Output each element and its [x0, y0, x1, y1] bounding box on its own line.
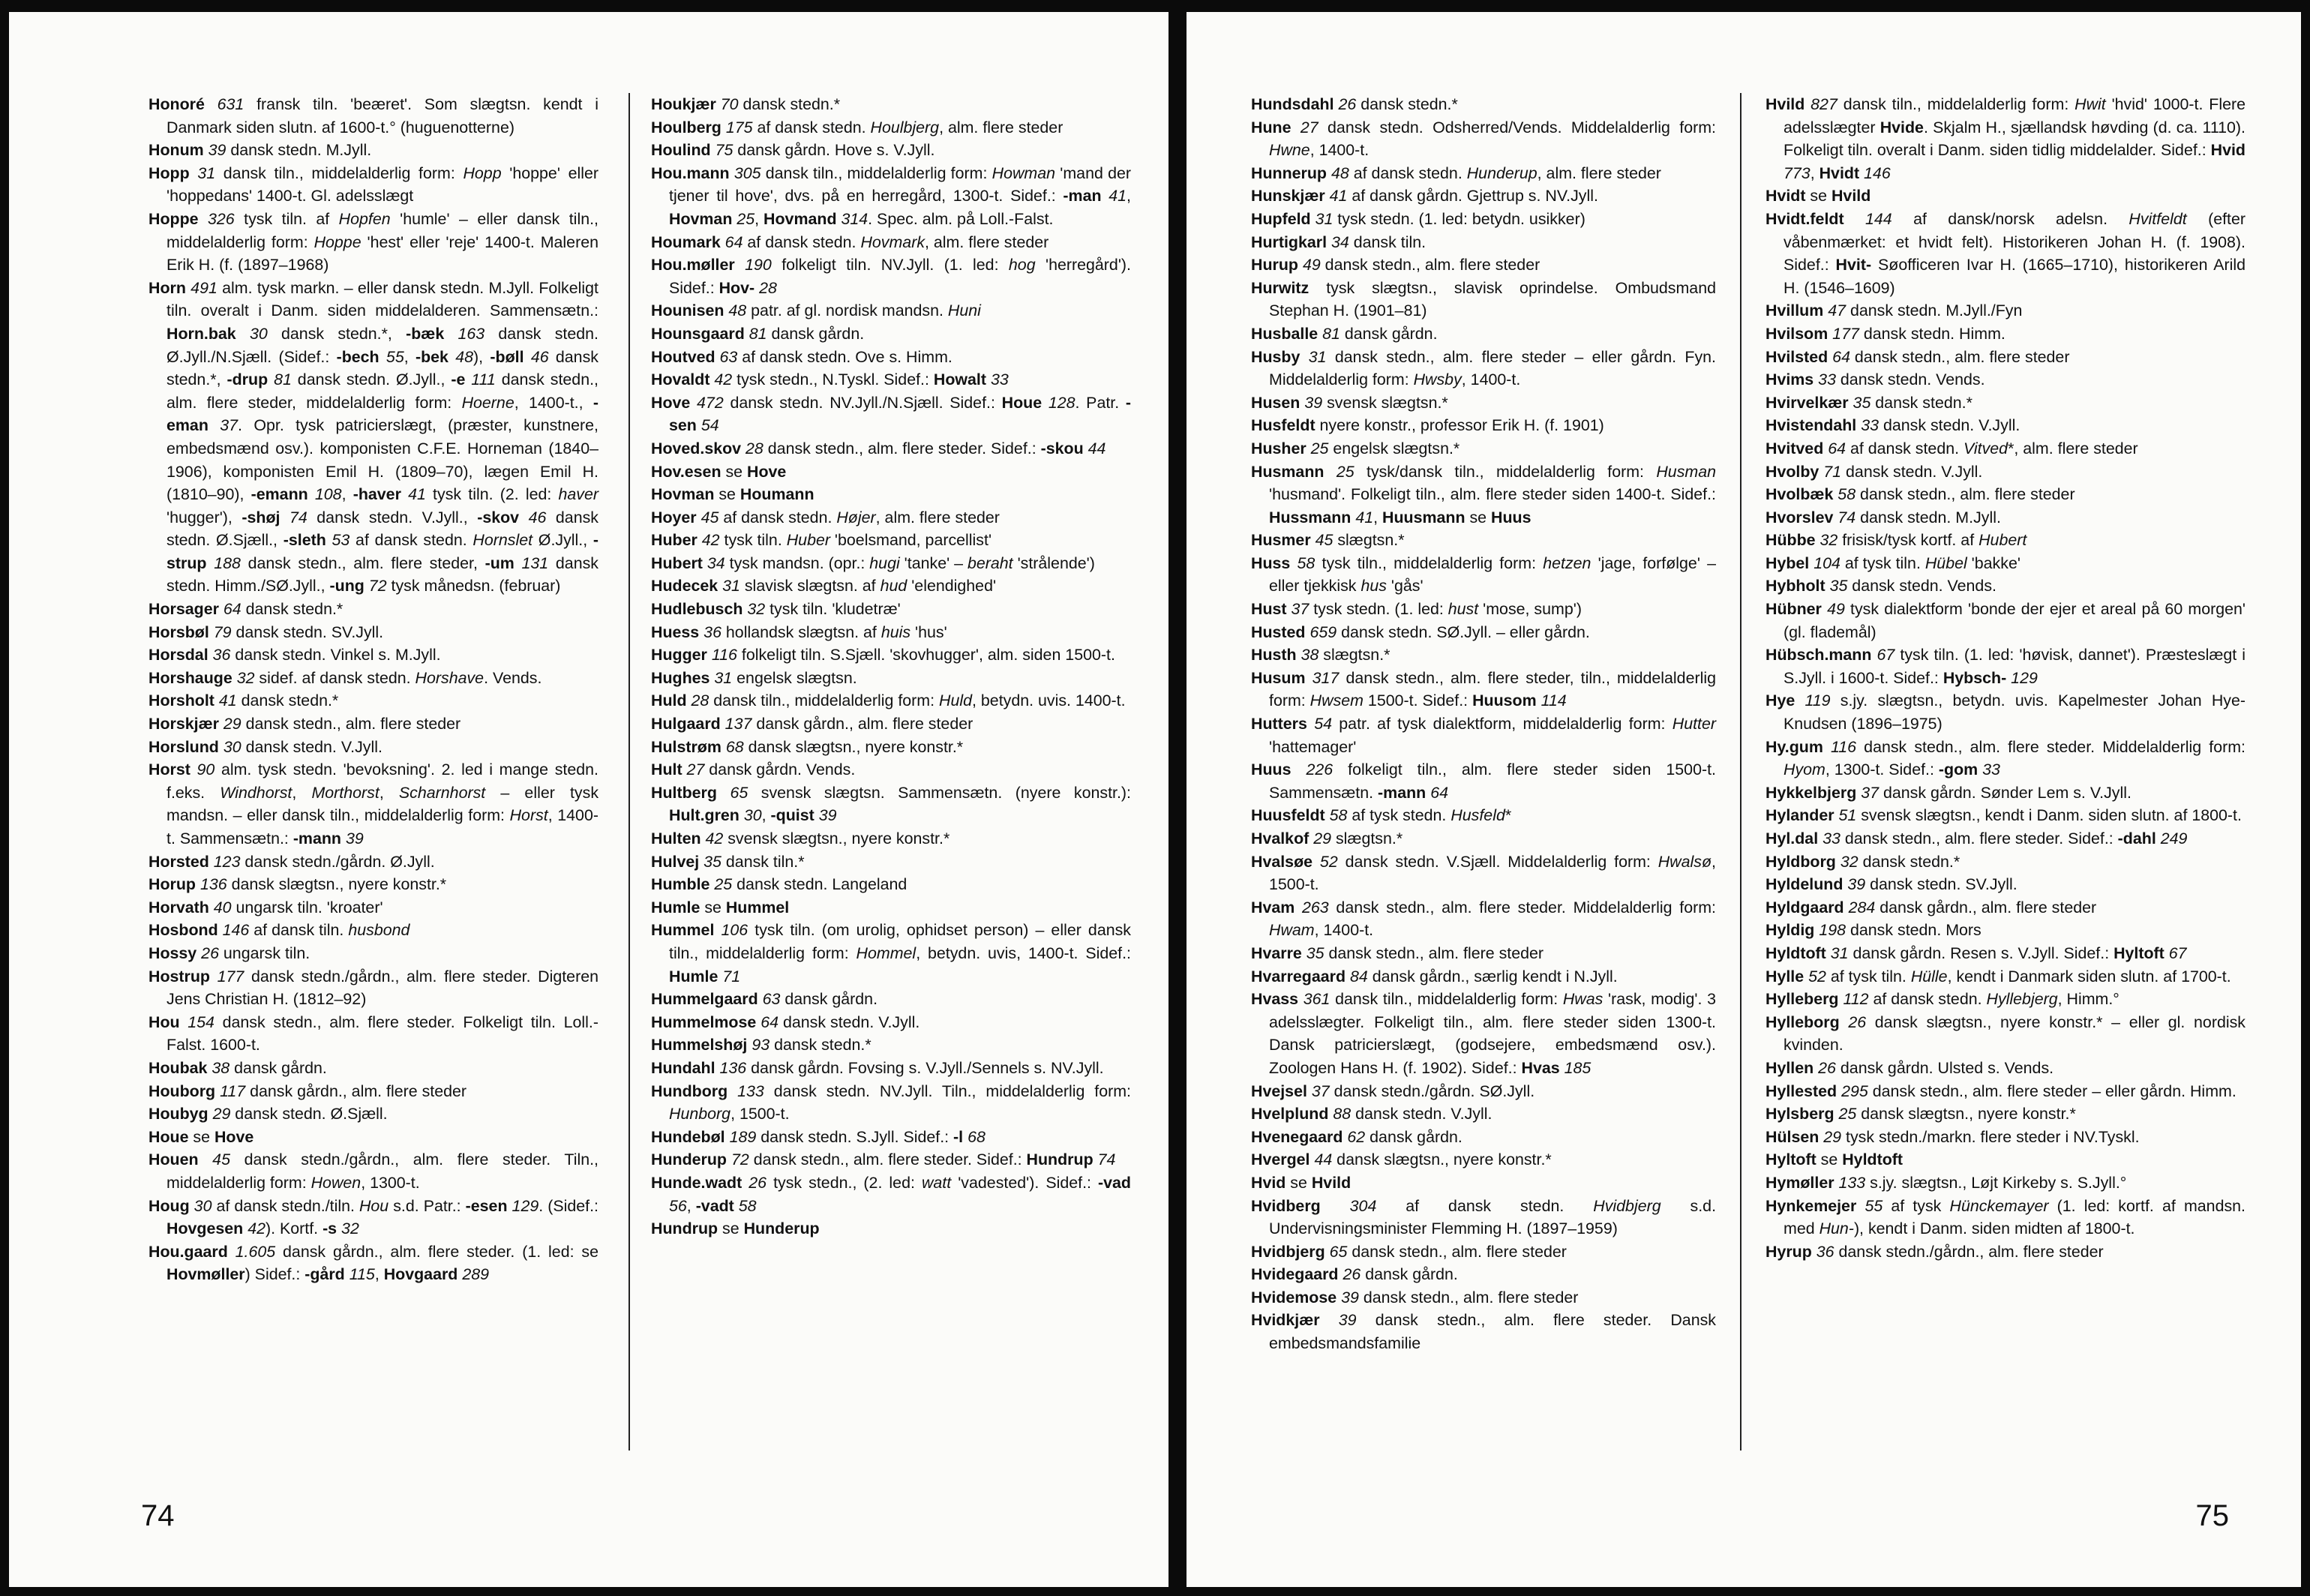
- dictionary-entry: Hvorslev 74 dansk stedn. M.Jyll.: [1766, 508, 2001, 526]
- dictionary-entry: Hostrup 177 dansk stedn./gårdn., alm. flere steder. Digteren Jens Christian H. (1812–92): [148, 967, 598, 1009]
- dictionary-entry: Hvitved 64 af dansk stedn. Vitved*, alm. flere steder: [1766, 439, 2138, 458]
- dictionary-entry: Hylsberg 25 dansk slægtsn., nyere konstr.*: [1766, 1105, 2076, 1124]
- dictionary-entry: Horskjær 29 dansk stedn., alm. flere steder: [148, 715, 461, 734]
- dictionary-entry: Horsholt 41 dansk stedn.*: [148, 692, 339, 710]
- dictionary-entry: Hübbe 32 frisisk/tysk kortf. af Hubert: [1766, 531, 2027, 550]
- left-page-column-2: [651, 93, 1131, 1240]
- dictionary-entry: Hynkemejer 55 af tysk Hünckemayer (1. led: kortf. af mandsn. med Hun-), kendt i Danm. siden midten af 1800-t.: [1766, 1196, 2246, 1238]
- dictionary-entry: Houe se Hove: [148, 1127, 254, 1146]
- dictionary-entry: Hulgaard 137 dansk gårdn., alm. flere steder: [651, 715, 974, 734]
- dictionary-entry: Horshauge 32 sidef. af dansk stedn. Horshave. Vends.: [148, 668, 542, 687]
- dictionary-entry: Hvalkof 29 slægtsn.*: [1251, 830, 1403, 848]
- dictionary-entry: Hvidt se Hvild: [1766, 187, 1871, 206]
- dictionary-entry: Huus 226 folkeligt tiln., alm. flere steder siden 1500-t. Sammensætn. -mann 64: [1251, 760, 1716, 802]
- dictionary-entry: Hust 37 tysk stedn. (1. led: hust 'mose, sump'): [1251, 600, 1582, 619]
- dictionary-entry: Hylander 51 svensk slægtsn., kendt i Danm. siden slutn. af 1800-t.: [1766, 806, 2242, 825]
- dictionary-entry: Hulten 42 svensk slægtsn., nyere konstr.*: [651, 830, 950, 848]
- dictionary-entry: Hughes 31 engelsk slægtsn.: [651, 668, 857, 687]
- dictionary-entry: Husth 38 slægtsn.*: [1251, 646, 1390, 664]
- dictionary-entry: Huss 58 tysk tiln., middelalderlig form: hetzen 'jage, forfølge' – eller tjekkisk hus 'gås': [1251, 554, 1717, 596]
- dictionary-entry: Huld 28 dansk tiln., middelalderlig form: Huld, betydn. uvis. 1400-t.: [651, 692, 1126, 710]
- dictionary-entry: Hübner 49 tysk dialektform 'bonde der ejer et areal på 60 morgen' (gl. flademål): [1766, 600, 2246, 641]
- dictionary-entry: Hvilsted 64 dansk stedn., alm. flere steder: [1766, 347, 2070, 366]
- dictionary-entry: Houborg 117 dansk gårdn., alm. flere steder: [148, 1082, 467, 1100]
- dictionary-entry: Hundsdahl 26 dansk stedn.*: [1251, 95, 1458, 113]
- dictionary-entry: Houbyg 29 dansk stedn. Ø.Sjæll.: [148, 1105, 388, 1124]
- dictionary-entry: Hummel 106 tysk tiln. (om urolig, ophidset person) – eller dansk tiln., middelalderlig form: Hommel, betydn. uvis, 1400-t. Sidef.: Humle 71: [651, 921, 1131, 986]
- dictionary-entry: Husen 39 svensk slægtsn.*: [1251, 393, 1448, 412]
- dictionary-entry: Huber 42 tysk tiln. Huber 'boelsmand, parcellist': [651, 531, 992, 550]
- dictionary-entry: Hult 27 dansk gårdn. Vends.: [651, 760, 856, 779]
- dictionary-entry: Hvims 33 dansk stedn. Vends.: [1766, 370, 1985, 389]
- dictionary-entry: Hvolby 71 dansk stedn. V.Jyll.: [1766, 462, 1983, 481]
- dictionary-entry: Hyllen 26 dansk gårdn. Ulsted s. Vends.: [1766, 1058, 2054, 1077]
- dictionary-entry: Hoppe 326 tysk tiln. af Hopfen 'humle' – eller dansk tiln., middelalderlig form: Hoppe 'hest' eller 'reje' 1400-t. Maleren Erik H. (f. (1897–1968): [148, 209, 598, 274]
- dictionary-entry: Hylleborg 26 dansk slægtsn., nyere konstr.* – eller gl. nordisk kvinden.: [1766, 1012, 2246, 1054]
- dictionary-entry: Hov.esen se Hove: [651, 462, 787, 481]
- dictionary-entry: Humle se Hummel: [651, 898, 790, 916]
- dictionary-entry: Huusfeldt 58 af tysk stedn. Husfeld*: [1251, 806, 1512, 825]
- dictionary-entry: Hvidegaard 26 dansk gårdn.: [1251, 1265, 1458, 1284]
- dictionary-entry: Hupfeld 31 tysk stedn. (1. led: betydn. usikker): [1251, 209, 1586, 228]
- dictionary-entry: Houen 45 dansk stedn./gårdn., alm. flere steder. Tiln., middelalderlig form: Howen, 1300-t.: [148, 1150, 598, 1192]
- dictionary-entry: Hyldig 198 dansk stedn. Mors: [1766, 921, 1982, 940]
- dictionary-entry: Hudecek 31 slavisk slægtsn. af hud 'elendighed': [651, 577, 997, 596]
- dictionary-entry: Hvidemose 39 dansk stedn., alm. flere steder: [1251, 1288, 1579, 1306]
- dictionary-entry: Hvass 361 dansk tiln., middelalderlig form: Hwas 'rask, modig'. 3 adelsslægter. Folkeligt tiln., alm. flere steder siden 1300-t. Dansk patricierslægt, (godsejere, embedsmænd osv.). Zoologen Hans H. (f. 1902). Sidef.: Hvas 185: [1251, 990, 1716, 1077]
- dictionary-entry: Hübsch.mann 67 tysk tiln. (1. led: 'høvisk, dannet'). Præsteslægt i S.Jyll. i 1600-t. Sidef.: Hybsch- 129: [1766, 646, 2246, 687]
- dictionary-entry: Horsdal 36 dansk stedn. Vinkel s. M.Jyll.: [148, 646, 441, 664]
- dictionary-entry: Hyldelund 39 dansk stedn. SV.Jyll.: [1766, 875, 2018, 894]
- dictionary-entry: Hovman se Houmann: [651, 485, 814, 504]
- dictionary-entry: Hvidt.feldt 144 af dansk/norsk adelsn. Hvitfeldt (efter våbenmærket: et hvidt felt). Historikeren Johan H. (f. 1908). Sidef.: Hvit- Søofficeren Ivar H. (1665–1710), historikeren Arild H. (1546–1609): [1766, 209, 2246, 297]
- dictionary-entry: Husher 25 engelsk slægtsn.*: [1251, 439, 1460, 458]
- dictionary-entry: Horup 136 dansk slægtsn., nyere konstr.*: [148, 875, 447, 894]
- dictionary-entry: Horsted 123 dansk stedn./gårdn. Ø.Jyll.: [148, 852, 435, 871]
- dictionary-entry: Hounisen 48 patr. af gl. nordisk mandsn. Huni: [651, 302, 981, 320]
- right-page: [1186, 12, 2301, 1587]
- dictionary-entry: Hopp 31 dansk tiln., middelalderlig form: Hopp 'hoppe' eller 'hoppedans' 1400-t. Gl. adelsslægt: [148, 164, 598, 206]
- dictionary-entry: Hounsgaard 81 dansk gårdn.: [651, 324, 865, 343]
- dictionary-entry: Hutters 54 patr. af tysk dialektform, middelalderlig form: Hutter 'hattemager': [1251, 715, 1716, 756]
- dictionary-entry: Houtved 63 af dansk stedn. Ove s. Himm.: [651, 347, 952, 366]
- dictionary-entry: Houbak 38 dansk gårdn.: [148, 1058, 327, 1077]
- left-page: [9, 12, 1168, 1587]
- dictionary-entry: Hvarre 35 dansk stedn., alm. flere steder: [1251, 944, 1544, 962]
- dictionary-entry: Horn 491 alm. tysk markn. – eller dansk stedn. M.Jyll. Folkeligt tiln. overalt i Danm. siden middelalderen. Sammensætn.: Horn.bak 30 dansk stedn.*, -bæk 163 dansk stedn. Ø.Jyll./N.Sjæll. (Sidef.: -bech 55, -bek 48), -bøll 46 dansk stedn.*, -drup 81 dansk stedn. Ø.Jyll., -e 111 dansk stedn., alm. flere steder, middelalderlig form: Hoerne, 1400-t., -eman 37. Opr. tysk patricierslægt, (præster, kunstnere, embedsmænd osv.). komponisten C.F.E. Horneman (1840–1906), komponisten Emil H. (1809–70), lægen Emil H. (1810–90), -emann 108, -haver 41 tysk tiln. (2. led: haver 'hugger'), -shøj 74 dansk stedn. V.Jyll., -skov 46 dansk stedn. Ø.Sjæll., -sleth 53 af dansk stedn. Hornslet Ø.Jyll., -strup 188 dansk stedn., alm. flere steder, -um 131 dansk stedn. Himm./SØ.Jyll., -ung 72 tysk månedsn. (februar): [148, 278, 599, 596]
- dictionary-entry: Hudlebusch 32 tysk tiln. 'kludetræ': [651, 600, 901, 619]
- dictionary-entry: Hove 472 dansk stedn. NV.Jyll./N.Sjæll. Sidef.: Houe 128. Patr. -sen 54: [651, 393, 1132, 435]
- dictionary-entry: Hülsen 29 tysk stedn./markn. flere steder i NV.Tyskl.: [1766, 1127, 2140, 1146]
- dictionary-entry: Houmark 64 af dansk stedn. Hovmark, alm. flere steder: [651, 232, 1049, 251]
- dictionary-entry: Husfeldt nyere konstr., professor Erik H. (f. 1901): [1251, 416, 1604, 435]
- dictionary-entry: Hye 119 s.jy. slægtsn., betydn. uvis. Kapelmester Johan Hye-Knudsen (1896–1975): [1766, 692, 2246, 734]
- dictionary-entry: Hymøller 133 s.jy. slægtsn., Løjt Kirkeby s. S.Jyll.°: [1766, 1173, 2127, 1192]
- dictionary-entry: Hummelshøj 93 dansk stedn.*: [651, 1036, 872, 1054]
- dictionary-entry: Hulstrøm 68 dansk slægtsn., nyere konstr.*: [651, 737, 964, 756]
- dictionary-entry: Hvidbjerg 65 dansk stedn., alm. flere steder: [1251, 1242, 1567, 1261]
- dictionary-entry: Hubert 34 tysk mandsn. (opr.: hugi 'tanke' – beraht 'strålende'): [651, 554, 1095, 572]
- dictionary-entry: Hunderup 72 dansk stedn., alm. flere steder. Sidef.: Hundrup 74: [651, 1150, 1116, 1169]
- dictionary-entry: Hundborg 133 dansk stedn. NV.Jyll. Tiln., middelalderlig form: Hunborg, 1500-t.: [651, 1082, 1131, 1124]
- dictionary-entry: Hy.gum 116 dansk stedn., alm. flere steder. Middelalderlig form: Hyom, 1300-t. Sidef.: -gom 33: [1766, 737, 2246, 779]
- dictionary-entry: Honoré 631 fransk tiln. 'beæret'. Som slægtsn. kendt i Danmark siden slutn. af 1600-t.° (huguenotterne): [148, 95, 598, 136]
- dictionary-entry: Hurwitz tysk slægtsn., slavisk oprindelse. Ombudsmand Stephan H. (1901–81): [1251, 278, 1716, 320]
- dictionary-entry: Hvirvelkær 35 dansk stedn.*: [1766, 393, 1972, 412]
- dictionary-entry: Hvergel 44 dansk slægtsn., nyere konstr.*: [1251, 1150, 1552, 1169]
- dictionary-entry: Hvalsøe 52 dansk stedn. V.Sjæll. Middelalderlig form: Hwalsø, 1500-t.: [1251, 852, 1716, 894]
- dictionary-entry: Horvath 40 ungarsk tiln. 'kroater': [148, 898, 383, 916]
- dictionary-entry: Husballe 81 dansk gårdn.: [1251, 324, 1438, 343]
- dictionary-entry: Hyldgaard 284 dansk gårdn., alm. flere steder: [1766, 898, 2097, 916]
- page-number: 75: [2195, 1499, 2229, 1532]
- dictionary-entry: Hugger 116 folkeligt tiln. S.Sjæll. 'skovhugger', alm. siden 1500-t.: [651, 646, 1115, 664]
- dictionary-entry: Hyldborg 32 dansk stedn.*: [1766, 852, 1960, 871]
- dictionary-entry: Hvistendahl 33 dansk stedn. V.Jyll.: [1766, 416, 2020, 435]
- dictionary-entry: Hou.møller 190 folkeligt tiln. NV.Jyll. (1. led: hog 'herregård'). Sidef.: Hov- 28: [651, 256, 1131, 297]
- page-number: 74: [141, 1499, 175, 1532]
- dictionary-entry: Hybholt 35 dansk stedn. Vends.: [1766, 577, 1996, 596]
- dictionary-entry: Hundrup se Hunderup: [651, 1220, 820, 1238]
- dictionary-entry: Hyldtoft 31 dansk gårdn. Resen s. V.Jyll. Sidef.: Hyltoft 67: [1766, 944, 2187, 962]
- dictionary-entry: Hossy 26 ungarsk tiln.: [148, 944, 310, 962]
- dictionary-entry: Hunde.wadt 26 tysk stedn., (2. led: watt 'vadested'). Sidef.: -vad 56, -vadt 58: [651, 1173, 1131, 1215]
- dictionary-entry: Houlberg 175 af dansk stedn. Houlbjerg, alm. flere steder: [651, 118, 1064, 136]
- dictionary-entry: Husmann 25 tysk/dansk tiln., middelalderlig form: Husman 'husmand'. Folkeligt tiln., alm. flere steder siden 1400-t. Sidef.: Hussmann 41, Huusmann se Huus: [1251, 462, 1716, 526]
- dictionary-entry: Houlind 75 dansk gårdn. Hove s. V.Jyll.: [651, 141, 935, 160]
- dictionary-entry: Humble 25 dansk stedn. Langeland: [651, 875, 908, 894]
- dictionary-entry: Hovaldt 42 tysk stedn., N.Tyskl. Sidef.: Howalt 33: [651, 370, 1009, 389]
- dictionary-entry: Hune 27 dansk stedn. Odsherred/Vends. Middelalderlig form: Hwne, 1400-t.: [1251, 118, 1716, 160]
- dictionary-entry: Horst 90 alm. tysk stedn. 'bevoksning'. 2. led i mange stedn. f.eks. Windhorst, Morthorst, Scharnhorst – eller tysk mandsn. – eller dansk tiln., middelalderlig form: Horst, 1400-t. Sammensætn.: -mann 39: [148, 760, 599, 848]
- dictionary-entry: Hvelplund 88 dansk stedn. V.Jyll.: [1251, 1105, 1492, 1124]
- column-divider: [628, 93, 630, 1450]
- dictionary-entry: Hvilsom 177 dansk stedn. Himm.: [1766, 324, 2006, 343]
- dictionary-entry: Houg 30 af dansk stedn./tiln. Hou s.d. Patr.: -esen 129. (Sidef.: Hovgesen 42). Kortf. -s 32: [148, 1196, 598, 1238]
- dictionary-entry: Hyrup 36 dansk stedn./gårdn., alm. flere steder: [1766, 1242, 2104, 1261]
- dictionary-entry: Hummelgaard 63 dansk gårdn.: [651, 990, 878, 1009]
- dictionary-entry: Hvolbæk 58 dansk stedn., alm. flere steder: [1766, 485, 2075, 504]
- dictionary-entry: Hou 154 dansk stedn., alm. flere steder. Folkeligt tiln. Loll.-Falst. 1600-t.: [148, 1012, 598, 1054]
- right-page-column-1: [1251, 93, 1716, 1355]
- dictionary-entry: Hvenegaard 62 dansk gårdn.: [1251, 1127, 1462, 1146]
- dictionary-entry: Horsbøl 79 dansk stedn. SV.Jyll.: [148, 622, 384, 641]
- dictionary-entry: Hyllested 295 dansk stedn., alm. flere steder – eller gårdn. Himm.: [1766, 1082, 2236, 1100]
- dictionary-entry: Hoyer 45 af dansk stedn. Højer, alm. flere steder: [651, 508, 1000, 526]
- dictionary-entry: Hou.mann 305 dansk tiln., middelalderlig form: Howman 'mand der tjener til hove', dvs. på en herregård, 1300-t. Sidef.: -man 41, Hovman 25, Hovmand 314. Spec. alm. på Loll.-Falst.: [651, 164, 1131, 228]
- dictionary-entry: Hundahl 136 dansk gårdn. Fovsing s. V.Jyll./Sennels s. NV.Jyll.: [651, 1058, 1104, 1077]
- dictionary-entry: Hunnerup 48 af dansk stedn. Hunderup, alm. flere steder: [1251, 164, 1661, 182]
- dictionary-entry: Hundebøl 189 dansk stedn. S.Jyll. Sidef.: -l 68: [651, 1127, 986, 1146]
- dictionary-entry: Hou.gaard 1.605 dansk gårdn., alm. flere steder. (1. led: se Hovmøller) Sidef.: -gård 115, Hovgaard 289: [148, 1242, 598, 1284]
- dictionary-entry: Hvam 263 dansk stedn., alm. flere steder. Middelalderlig form: Hwam, 1400-t.: [1251, 898, 1716, 940]
- dictionary-entry: Hvejsel 37 dansk stedn./gårdn. SØ.Jyll.: [1251, 1082, 1535, 1100]
- left-page-column-1: [148, 93, 598, 1286]
- dictionary-entry: Husum 317 dansk stedn., alm. flere steder, tiln., middelalderlig form: Hwsem 1500-t. Sidef.: Huusom 114: [1251, 668, 1716, 710]
- dictionary-entry: Hosbond 146 af dansk tiln. husbond: [148, 921, 410, 940]
- dictionary-entry: Hvidkjær 39 dansk stedn., alm. flere steder. Dansk embedsmandsfamilie: [1251, 1311, 1716, 1353]
- dictionary-entry: Husted 659 dansk stedn. SØ.Jyll. – eller gårdn.: [1251, 622, 1590, 641]
- column-divider: [1740, 93, 1742, 1450]
- dictionary-entry: Hylle 52 af tysk tiln. Hülle, kendt i Danmark siden slutn. af 1700-t.: [1766, 967, 2231, 986]
- dictionary-entry: Hvillum 47 dansk stedn. M.Jyll./Fyn: [1766, 302, 2023, 320]
- dictionary-entry: Hykkelbjerg 37 dansk gårdn. Sønder Lem s. V.Jyll.: [1766, 783, 2132, 802]
- dictionary-entry: Huess 36 hollandsk slægtsn. af huis 'hus': [651, 622, 947, 641]
- dictionary-entry: Hvild 827 dansk tiln., middelalderlig form: Hwit 'hvid' 1000-t. Flere adelsslægter Hvide. Skjalm H., sjællandsk høvding (d. ca. 1110). Folkeligt tiln. overalt i Danm. siden tidlig middelalder. Sidef.: Hvid 773, Hvidt 146: [1766, 95, 2246, 182]
- dictionary-entry: Hylleberg 112 af dansk stedn. Hyllebjerg, Himm.°: [1766, 990, 2120, 1009]
- dictionary-entry: Horslund 30 dansk stedn. V.Jyll.: [148, 737, 382, 756]
- dictionary-entry: Hulvej 35 dansk tiln.*: [651, 852, 805, 871]
- dictionary-entry: Hoved.skov 28 dansk stedn., alm. flere steder. Sidef.: -skou 44: [651, 439, 1106, 458]
- dictionary-entry: Honum 39 dansk stedn. M.Jyll.: [148, 141, 372, 160]
- dictionary-entry: Hurup 49 dansk stedn., alm. flere steder: [1251, 256, 1540, 274]
- right-page-column-2: [1766, 93, 2246, 1263]
- dictionary-entry: Hurtigkarl 34 dansk tiln.: [1251, 232, 1426, 251]
- dictionary-entry: Hunskjær 41 af dansk gårdn. Gjettrup s. NV.Jyll.: [1251, 187, 1598, 206]
- dictionary-entry: Hvidberg 304 af dansk stedn. Hvidbjerg s.d. Undervisningsminister Flemming H. (1897–1959): [1251, 1196, 1717, 1238]
- dictionary-entry: Horsager 64 dansk stedn.*: [148, 600, 344, 619]
- dictionary-entry: Husby 31 dansk stedn., alm. flere steder – eller gårdn. Fyn. Middelalderlig form: Hwsby, 1400-t.: [1251, 347, 1716, 389]
- dictionary-entry: Hummelmose 64 dansk stedn. V.Jyll.: [651, 1012, 920, 1031]
- dictionary-entry: Hultberg 65 svensk slægtsn. Sammensætn. (nyere konstr.): Hult.gren 30, -quist 39: [651, 783, 1131, 825]
- dictionary-entry: Hvid se Hvild: [1251, 1173, 1352, 1192]
- dictionary-entry: Hvarregaard 84 dansk gårdn., særlig kendt i N.Jyll.: [1251, 967, 1618, 986]
- dictionary-entry: Hyltoft se Hyldtoft: [1766, 1150, 1904, 1169]
- dictionary-entry: Hyl.dal 33 dansk stedn., alm. flere steder. Sidef.: -dahl 249: [1766, 830, 2188, 848]
- dictionary-entry: Houkjær 70 dansk stedn.*: [651, 95, 841, 113]
- dictionary-entry: Husmer 45 slægtsn.*: [1251, 531, 1405, 550]
- dictionary-entry: Hybel 104 af tysk tiln. Hübel 'bakke': [1766, 554, 2020, 572]
